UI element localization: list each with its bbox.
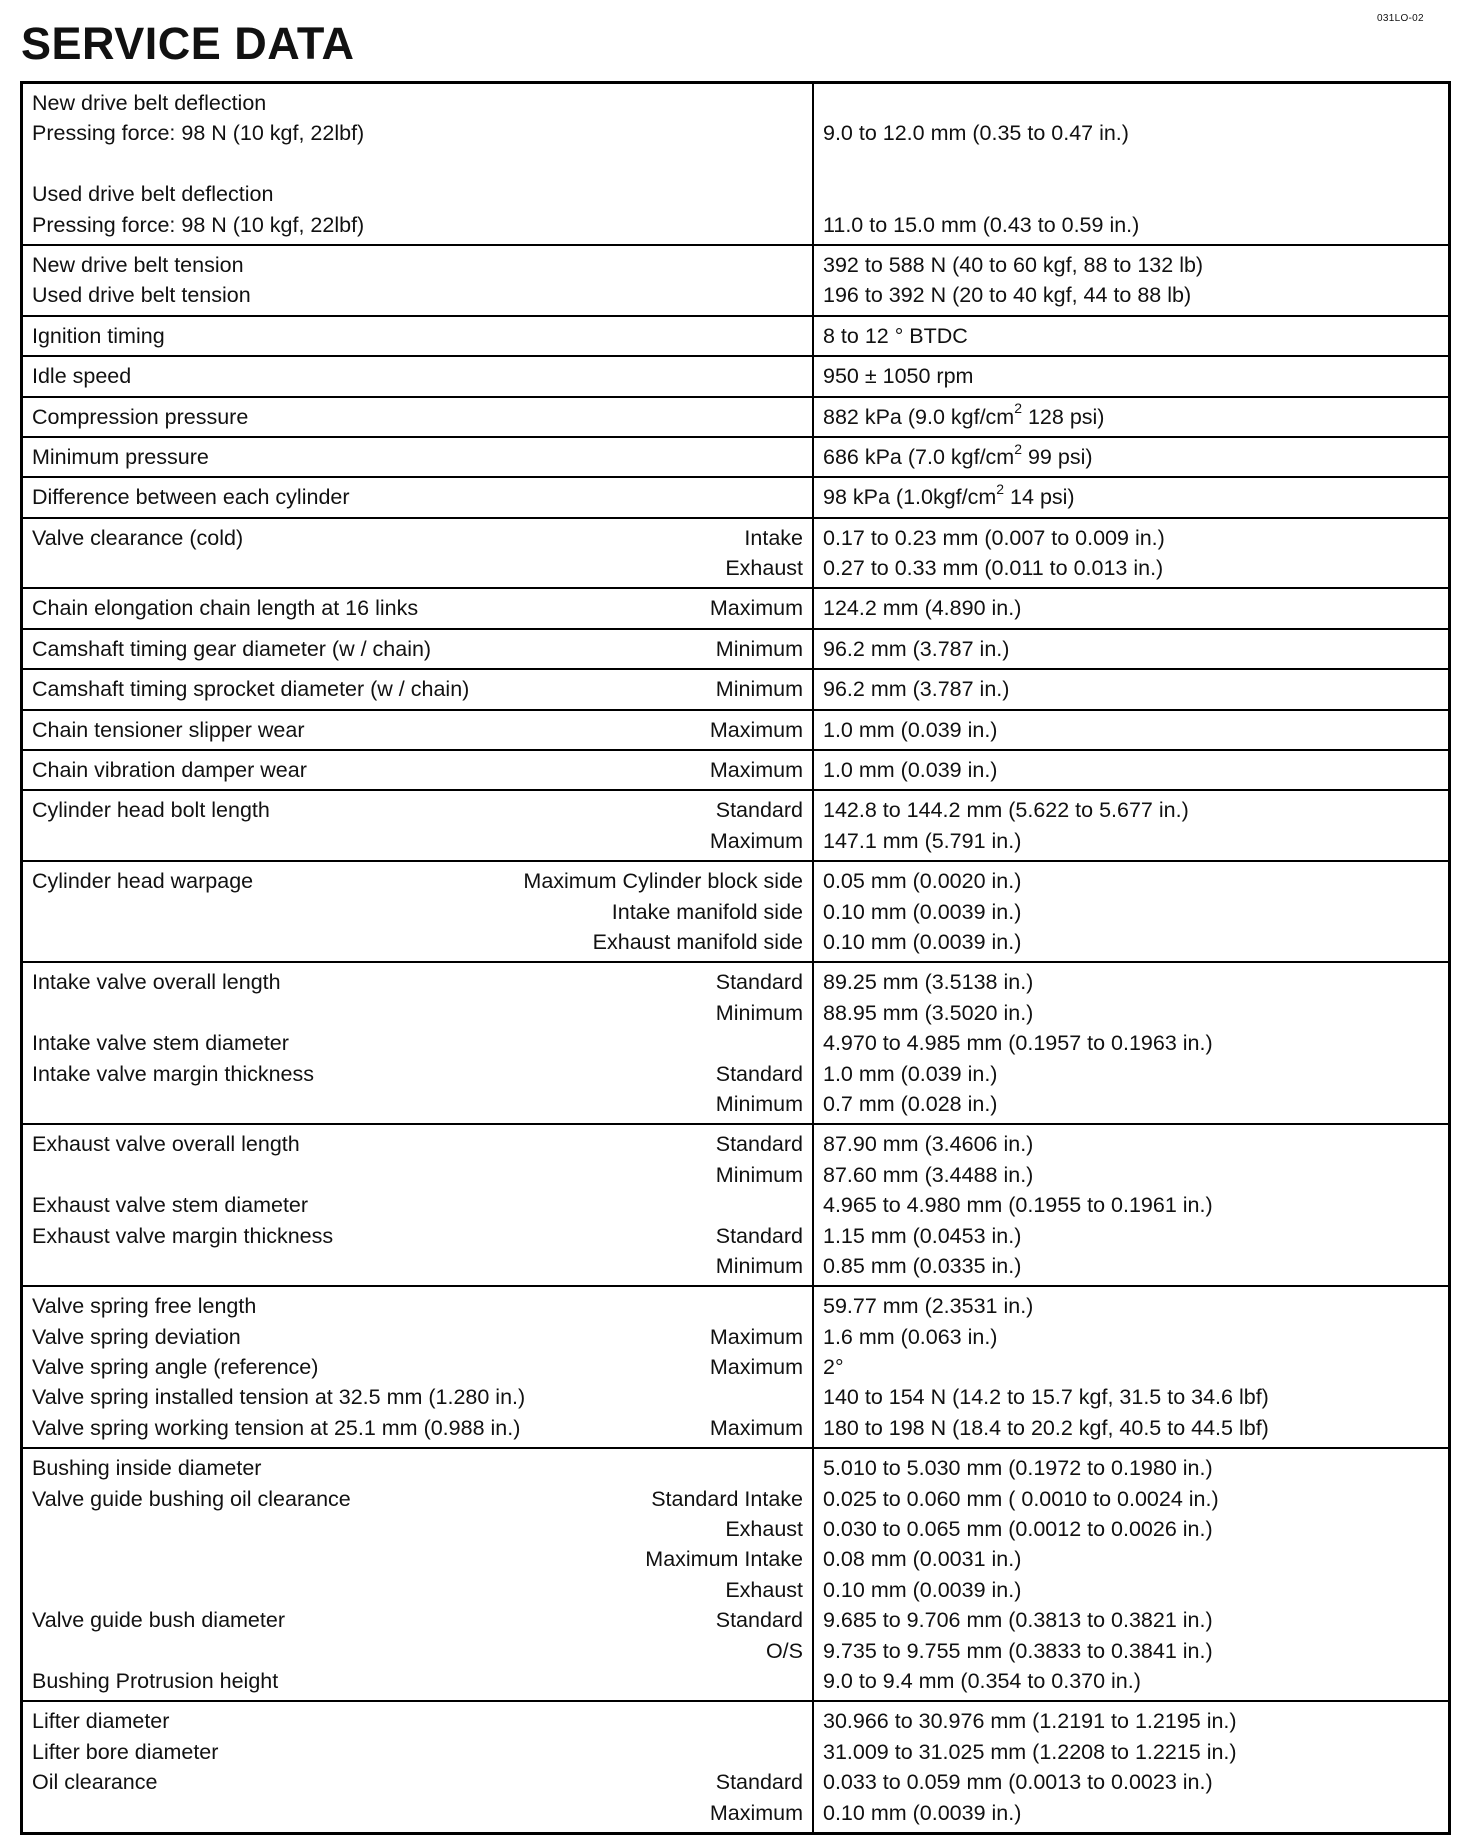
spec-item-name: Cylinder head warpage (32, 869, 254, 894)
spec-value-text: 0.10 mm (0.0039 in.) (823, 899, 1022, 924)
spec-label-line (32, 967, 803, 997)
spec-label-line (32, 1382, 803, 1412)
spec-label-line (32, 321, 803, 351)
table-row (22, 629, 1450, 669)
spec-value-superscript: 2 (1014, 400, 1022, 417)
spec-label-line (32, 1544, 803, 1574)
spec-value-text: 0.10 mm (0.0039 in.) (823, 1800, 1022, 1825)
spec-value (823, 755, 1439, 785)
spec-value (823, 1605, 1439, 1635)
spec-value-text: 88.95 mm (3.5020 in.) (823, 1000, 1034, 1025)
spec-item-name: Bushing inside diameter (32, 1456, 262, 1481)
spec-condition: Exhaust (725, 1577, 803, 1602)
spec-value-text: 30.966 to 30.976 mm (1.2191 to 1.2195 in.) (823, 1709, 1237, 1734)
spec-label-line (32, 866, 803, 896)
spec-label-line (32, 402, 803, 432)
spec-item-name: Chain elongation chain length at 16 links (32, 596, 419, 621)
spec-value-text: 87.60 mm (3.4488 in.) (823, 1162, 1034, 1187)
spec-value (823, 179, 1439, 209)
table-row (22, 710, 1450, 750)
spec-condition: Exhaust manifold side (592, 929, 803, 954)
spec-value-cell (813, 477, 1450, 517)
spec-condition: Standard (715, 1061, 803, 1086)
spec-value (823, 1291, 1439, 1321)
table-row (22, 356, 1450, 396)
spec-value-text: 59.77 mm (2.3531 in.) (823, 1294, 1034, 1319)
spec-label-line (32, 553, 803, 583)
spec-item-name: Used drive belt deflection (32, 182, 274, 207)
spec-item-name: Valve spring deviation (32, 1324, 241, 1349)
spec-condition: Standard (715, 1770, 803, 1795)
spec-condition: Standard (715, 1223, 803, 1248)
spec-value-superscript: 2 (996, 481, 1005, 498)
spec-label-cell (22, 588, 814, 628)
spec-value (823, 1059, 1439, 1089)
spec-value-text: 87.90 mm (3.4606 in.) (823, 1132, 1034, 1157)
spec-condition: Standard Intake (651, 1486, 803, 1511)
spec-value (823, 998, 1439, 1028)
table-row (22, 1286, 1450, 1448)
spec-label-line (32, 442, 803, 472)
spec-label-line (32, 1028, 803, 1058)
spec-value-text: 9.0 to 9.4 mm (0.354 to 0.370 in.) (823, 1668, 1141, 1693)
spec-value (823, 1544, 1439, 1574)
spec-value-text: 31.009 to 31.025 mm (1.2208 to 1.2215 in.) (823, 1739, 1237, 1764)
spec-label-line (32, 998, 803, 1028)
spec-value (823, 795, 1439, 825)
spec-label-line (32, 1737, 803, 1767)
spec-label-cell (22, 356, 814, 396)
spec-item-name: Lifter bore diameter (32, 1739, 219, 1764)
table-row (22, 790, 1450, 861)
spec-item-name: Valve spring free length (32, 1294, 257, 1319)
service-data-table (20, 81, 1451, 1835)
table-row (22, 588, 1450, 628)
spec-value (823, 1514, 1439, 1544)
spec-label-line (32, 1484, 803, 1514)
spec-value-text: 124.2 mm (4.890 in.) (823, 596, 1022, 621)
spec-label-cell (22, 245, 814, 316)
spec-value-text: 392 to 588 N (40 to 60 kgf, 88 to 132 lb) (823, 252, 1204, 277)
spec-label-cell (22, 397, 814, 437)
spec-label-line (32, 1605, 803, 1635)
spec-value (823, 1382, 1439, 1412)
spec-label-line (32, 118, 803, 148)
spec-item-name: New drive belt tension (32, 252, 244, 277)
spec-value (823, 361, 1439, 391)
spec-value-text: 1.6 mm (0.063 in.) (823, 1324, 998, 1349)
spec-item-name: Used drive belt tension (32, 283, 251, 308)
spec-label-line (32, 1453, 803, 1483)
spec-label-line (32, 634, 803, 664)
spec-condition: Maximum (709, 758, 803, 783)
spec-label-cell (22, 629, 814, 669)
spec-value-text: 98 kPa (1.0kgf/cm (823, 485, 997, 510)
spec-item-name: Valve guide bush diameter (32, 1608, 285, 1633)
spec-label-cell (22, 83, 814, 245)
spec-value (823, 593, 1439, 623)
spec-value-text: 4.965 to 4.980 mm (0.1955 to 0.1961 in.) (823, 1193, 1213, 1218)
table-row (22, 477, 1450, 517)
spec-value-cell (813, 1286, 1450, 1448)
spec-value-text: 1.15 mm (0.0453 in.) (823, 1223, 1022, 1248)
spec-value-cell (813, 83, 1450, 245)
spec-value (823, 1413, 1439, 1443)
document-code: 031LO-02 (1377, 13, 1424, 24)
spec-value-text: 0.27 to 0.33 mm (0.011 to 0.013 in.) (823, 556, 1164, 581)
spec-label-cell (22, 750, 814, 790)
spec-value-text: 11.0 to 15.0 mm (0.43 to 0.59 in.) (823, 212, 1140, 237)
spec-condition: Minimum (715, 1000, 803, 1025)
spec-label-cell (22, 1286, 814, 1448)
spec-value-suffix: 128 psi) (1022, 404, 1105, 429)
spec-label-line (32, 674, 803, 704)
spec-label-line (32, 715, 803, 745)
spec-condition: Minimum (715, 636, 803, 661)
spec-value-text: 4.970 to 4.985 mm (0.1957 to 0.1963 in.) (823, 1031, 1213, 1056)
table-row (22, 669, 1450, 709)
spec-value (823, 1484, 1439, 1514)
spec-label-line (32, 179, 803, 209)
table-row (22, 962, 1450, 1124)
spec-value (823, 1706, 1439, 1736)
spec-value-text: 196 to 392 N (20 to 40 kgf, 44 to 88 lb) (823, 283, 1192, 308)
spec-condition: Minimum (715, 1091, 803, 1116)
spec-label-line (32, 523, 803, 553)
spec-value-text: 96.2 mm (3.787 in.) (823, 636, 1010, 661)
spec-item-name: Valve spring installed tension at 32.5 mm (1.280 in.) (32, 1385, 526, 1410)
spec-value (823, 1453, 1439, 1483)
spec-value (823, 1322, 1439, 1352)
spec-condition: Maximum (709, 596, 803, 621)
spec-label-line (32, 1666, 803, 1696)
spec-label-cell (22, 861, 814, 962)
spec-value-cell (813, 316, 1450, 356)
spec-value (823, 250, 1439, 280)
spec-value (823, 1221, 1439, 1251)
spec-condition: Intake (744, 525, 803, 550)
spec-condition: Standard (715, 798, 803, 823)
spec-label-cell (22, 518, 814, 589)
spec-label-line (32, 897, 803, 927)
spec-item-name: Ignition timing (32, 323, 165, 348)
spec-condition: Exhaust (725, 556, 803, 581)
spec-label-cell (22, 790, 814, 861)
spec-item-name: Valve spring working tension at 25.1 mm (0.988 in.) (32, 1415, 521, 1440)
spec-value-text: 9.735 to 9.755 mm (0.3833 to 0.3841 in.) (823, 1638, 1213, 1663)
spec-label-line (32, 1160, 803, 1190)
spec-value (823, 634, 1439, 664)
spec-value (823, 1251, 1439, 1281)
spec-condition: Exhaust (725, 1517, 803, 1542)
spec-value (823, 715, 1439, 745)
spec-label-line (32, 1767, 803, 1797)
spec-value-cell (813, 245, 1450, 316)
spec-value (823, 927, 1439, 957)
table-row (22, 750, 1450, 790)
spec-item-name: Minimum pressure (32, 444, 209, 469)
spec-value (823, 1352, 1439, 1382)
spec-label-line (32, 1352, 803, 1382)
spec-item-name: Cylinder head bolt length (32, 798, 270, 823)
spec-label-line (32, 210, 803, 240)
spec-value (823, 210, 1439, 240)
spec-value (823, 866, 1439, 896)
spec-value-text: 2° (823, 1355, 844, 1380)
spec-label-line (32, 826, 803, 856)
spec-value-text: 0.10 mm (0.0039 in.) (823, 1577, 1022, 1602)
spec-label-line (32, 250, 803, 280)
spec-item-name: Exhaust valve margin thickness (32, 1223, 334, 1248)
spec-value-text: 882 kPa (9.0 kgf/cm (823, 404, 1015, 429)
spec-value (823, 321, 1439, 351)
spec-value (823, 482, 1439, 512)
spec-value-text: 1.0 mm (0.039 in.) (823, 717, 998, 742)
spec-item-name: Camshaft timing gear diameter (w / chain) (32, 636, 432, 661)
spec-value-text: 0.7 mm (0.028 in.) (823, 1091, 998, 1116)
spec-condition: Maximum (709, 717, 803, 742)
spec-label-line (32, 1190, 803, 1220)
spec-value-text: 89.25 mm (3.5138 in.) (823, 970, 1034, 995)
spec-value (823, 118, 1439, 148)
spec-value (823, 1190, 1439, 1220)
spec-value-suffix: 14 psi) (1004, 485, 1075, 510)
spec-label-line (32, 482, 803, 512)
spec-item-name: Camshaft timing sprocket diameter (w / chain) (32, 677, 470, 702)
spec-label-line (32, 149, 803, 179)
spec-value-suffix: 99 psi) (1022, 444, 1093, 469)
table-row (22, 1448, 1450, 1701)
spec-value-cell (813, 669, 1450, 709)
spec-label-cell (22, 710, 814, 750)
spec-item-name: Chain tensioner slipper wear (32, 717, 305, 742)
spec-value (823, 967, 1439, 997)
spec-label-line (32, 280, 803, 310)
spec-value-text: 9.685 to 9.706 mm (0.3813 to 0.3821 in.) (823, 1608, 1213, 1633)
spec-value-cell (813, 437, 1450, 477)
spec-condition: Maximum Cylinder block side (523, 869, 803, 894)
spec-value-text: 96.2 mm (3.787 in.) (823, 677, 1010, 702)
spec-item-name: Compression pressure (32, 404, 249, 429)
spec-condition: Intake manifold side (611, 899, 803, 924)
service-data-body (22, 83, 1450, 1834)
spec-value-superscript: 2 (1014, 440, 1022, 457)
spec-label-line (32, 1251, 803, 1281)
spec-value-text: 0.10 mm (0.0039 in.) (823, 929, 1022, 954)
page-title: SERVICE DATA (21, 18, 355, 69)
spec-value (823, 1666, 1439, 1696)
spec-condition: Minimum (715, 1253, 803, 1278)
spec-value (823, 1798, 1439, 1828)
table-row (22, 1124, 1450, 1286)
spec-value-text: 686 kPa (7.0 kgf/cm (823, 444, 1015, 469)
spec-value-text: 140 to 154 N (14.2 to 15.7 kgf, 31.5 to 34.6 lbf) (823, 1385, 1269, 1410)
spec-item-name: Chain vibration damper wear (32, 758, 307, 783)
table-row (22, 518, 1450, 589)
spec-item-name: New drive belt deflection (32, 91, 267, 115)
spec-label-line (32, 1798, 803, 1828)
spec-label-line (32, 795, 803, 825)
spec-value-cell (813, 629, 1450, 669)
spec-condition: Maximum (709, 1324, 803, 1349)
spec-item-name: Pressing force: 98 N (10 kgf, 22lbf) (32, 212, 365, 237)
spec-condition: Maximum Intake (645, 1547, 803, 1572)
table-row (22, 83, 1450, 245)
table-row (22, 316, 1450, 356)
spec-label-cell (22, 1701, 814, 1833)
spec-label-line (32, 1706, 803, 1736)
spec-value-cell (813, 518, 1450, 589)
spec-item-name: Oil clearance (32, 1770, 158, 1795)
spec-value-text: 1.0 mm (0.039 in.) (823, 758, 998, 783)
spec-condition: Maximum (709, 1355, 803, 1380)
spec-value-cell (813, 588, 1450, 628)
spec-label-line (32, 361, 803, 391)
spec-condition: Standard (715, 1132, 803, 1157)
spec-value (823, 674, 1439, 704)
spec-value (823, 1089, 1439, 1119)
spec-label-cell (22, 1124, 814, 1286)
spec-label-cell (22, 316, 814, 356)
spec-value-text: 180 to 198 N (18.4 to 20.2 kgf, 40.5 to 44.5 lbf) (823, 1415, 1269, 1440)
spec-value-text: 0.17 to 0.23 mm (0.007 to 0.009 in.) (823, 525, 1165, 550)
spec-item-name: Lifter diameter (32, 1709, 170, 1734)
table-row (22, 437, 1450, 477)
spec-value (823, 897, 1439, 927)
table-row (22, 397, 1450, 437)
spec-label-cell (22, 669, 814, 709)
spec-item-name: Intake valve margin thickness (32, 1061, 315, 1086)
spec-label-line (32, 1413, 803, 1443)
spec-label-cell (22, 962, 814, 1124)
spec-value-text: 0.05 mm (0.0020 in.) (823, 869, 1022, 894)
table-row (22, 245, 1450, 316)
spec-label-line (32, 1291, 803, 1321)
spec-value-text: 9.0 to 12.0 mm (0.35 to 0.47 in.) (823, 121, 1129, 146)
spec-label-cell (22, 477, 814, 517)
spec-value (823, 1767, 1439, 1797)
spec-label-line (32, 927, 803, 957)
spec-label-line (32, 1059, 803, 1089)
spec-condition: Maximum (709, 1800, 803, 1825)
spec-value-cell (813, 710, 1450, 750)
spec-item-name: Valve spring angle (reference) (32, 1355, 319, 1380)
spec-value-text: 0.08 mm (0.0031 in.) (823, 1547, 1022, 1572)
spec-value-cell (813, 397, 1450, 437)
spec-condition: Minimum (715, 1162, 803, 1187)
spec-item-name: Exhaust valve stem diameter (32, 1193, 309, 1218)
table-row (22, 1701, 1450, 1833)
spec-item-name: Bushing Protrusion height (32, 1668, 279, 1693)
spec-value-text: 0.030 to 0.065 mm (0.0012 to 0.0026 in.) (823, 1517, 1213, 1542)
spec-label-line (32, 1636, 803, 1666)
spec-value (823, 1028, 1439, 1058)
spec-value (823, 523, 1439, 553)
spec-item-name: Valve guide bushing oil clearance (32, 1486, 351, 1511)
spec-value (823, 1636, 1439, 1666)
spec-label-cell (22, 437, 814, 477)
spec-value-cell (813, 1701, 1450, 1833)
spec-label-line (32, 88, 803, 118)
spec-label-line (32, 1575, 803, 1605)
spec-value-cell (813, 1124, 1450, 1286)
spec-value-cell (813, 861, 1450, 962)
spec-value (823, 1160, 1439, 1190)
spec-label-line (32, 1089, 803, 1119)
spec-value-text: 1.0 mm (0.039 in.) (823, 1061, 998, 1086)
spec-item-name: Exhaust valve overall length (32, 1132, 300, 1157)
spec-label-line (32, 1129, 803, 1159)
spec-value-cell (813, 790, 1450, 861)
spec-value (823, 149, 1439, 179)
spec-value-text: 8 to 12 ° BTDC (823, 323, 968, 348)
spec-value (823, 280, 1439, 310)
spec-item-name: Intake valve overall length (32, 970, 281, 995)
spec-value-cell (813, 750, 1450, 790)
spec-value-text: 142.8 to 144.2 mm (5.622 to 5.677 in.) (823, 798, 1189, 823)
spec-condition: O/S (765, 1638, 803, 1663)
spec-item-name: Idle speed (32, 364, 132, 389)
spec-label-line (32, 1514, 803, 1544)
spec-condition: Maximum (709, 828, 803, 853)
spec-value-text: 0.025 to 0.060 mm ( 0.0010 to 0.0024 in.) (823, 1486, 1219, 1511)
spec-item-name: Pressing force: 98 N (10 kgf, 22lbf) (32, 121, 365, 146)
spec-value-cell (813, 1448, 1450, 1701)
spec-value (823, 88, 1439, 118)
spec-label-line (32, 1221, 803, 1251)
spec-label-line (32, 593, 803, 623)
spec-value-text: 5.010 to 5.030 mm (0.1972 to 0.1980 in.) (823, 1456, 1213, 1481)
spec-value-text: 0.85 mm (0.0335 in.) (823, 1253, 1022, 1278)
spec-label-line (32, 1322, 803, 1352)
spec-value (823, 826, 1439, 856)
spec-value (823, 1575, 1439, 1605)
spec-condition: Standard (715, 1608, 803, 1633)
spec-value-cell (813, 356, 1450, 396)
spec-value-cell (813, 962, 1450, 1124)
spec-label-line (32, 755, 803, 785)
spec-item-name: Intake valve stem diameter (32, 1031, 289, 1056)
spec-item-name: Difference between each cylinder (32, 485, 350, 510)
spec-condition: Standard (715, 970, 803, 995)
spec-value (823, 1129, 1439, 1159)
spec-value-text: 147.1 mm (5.791 in.) (823, 828, 1022, 853)
spec-value (823, 1737, 1439, 1767)
spec-condition: Maximum (709, 1415, 803, 1440)
spec-value (823, 553, 1439, 583)
spec-value (823, 402, 1439, 432)
spec-value (823, 442, 1439, 472)
spec-label-cell (22, 1448, 814, 1701)
spec-condition: Minimum (715, 677, 803, 702)
table-row (22, 861, 1450, 962)
spec-value-text: 950 ± 1050 rpm (823, 364, 974, 389)
spec-value-text: 0.033 to 0.059 mm (0.0013 to 0.0023 in.) (823, 1770, 1213, 1795)
spec-item-name: Valve clearance (cold) (32, 525, 244, 550)
